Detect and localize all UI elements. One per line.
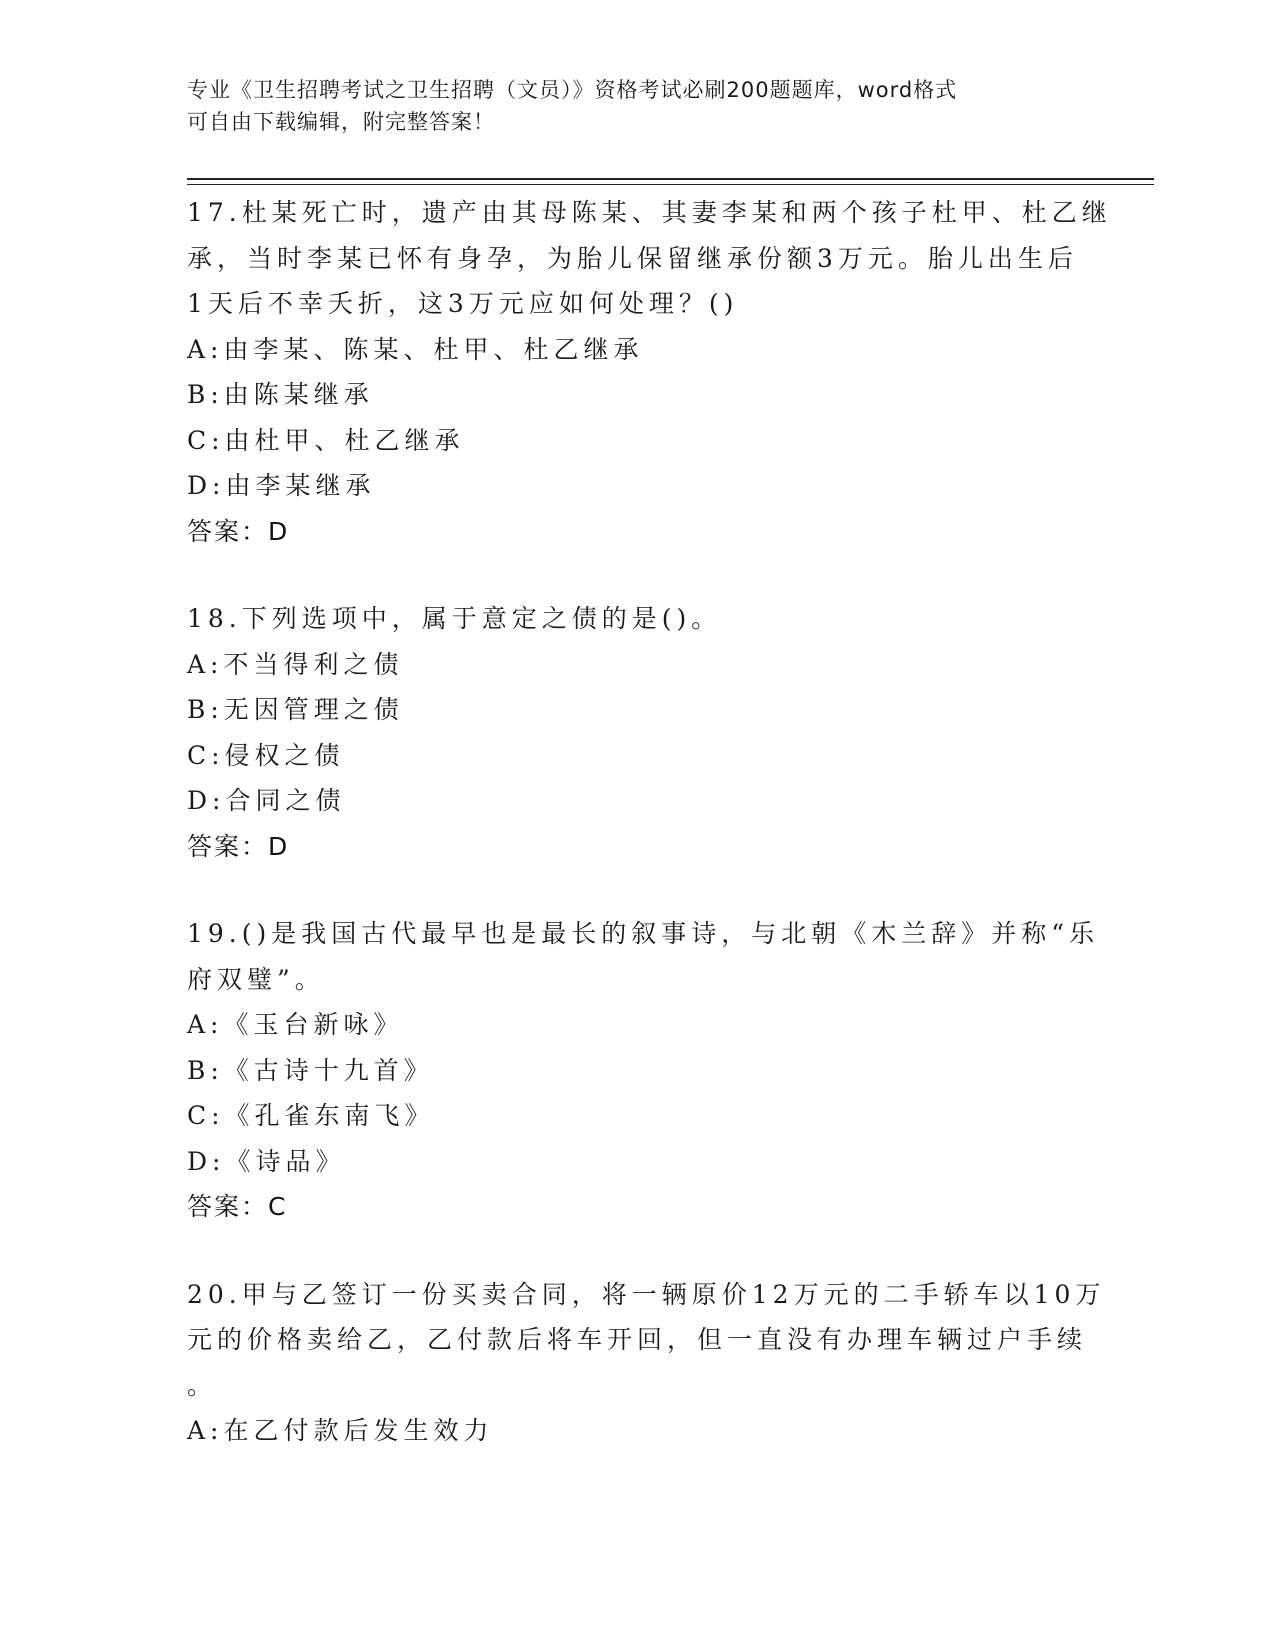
option-c: C:《孔雀东南飞》 xyxy=(187,1101,435,1130)
option-b: B:无因管理之债 xyxy=(187,695,404,724)
question-19 xyxy=(187,911,1100,1230)
option-b: B:由陈某继承 xyxy=(187,380,374,409)
header-rule-thin xyxy=(187,184,1154,185)
option-d: D:合同之债 xyxy=(187,786,346,815)
header-line-1: 专业《卫生招聘考试之卫生招聘（文员）》资格考试必刷200题题库，word格式 xyxy=(187,78,958,102)
question-text-line: 20.甲与乙签订一份买卖合同，将一辆原价12万元的二手轿车以10万 xyxy=(187,1279,1106,1309)
question-text-line: 1天后不幸夭折，这3万元应如何处理？() xyxy=(187,289,739,318)
question-text-line: 19.()是我国古代最早也是最长的叙事诗，与北朝《木兰辞》并称“乐 xyxy=(187,919,1100,948)
answer-line: 答案：D xyxy=(187,516,290,546)
question-18 xyxy=(187,596,1087,869)
question-text-line: 元的价格卖给乙，乙付款后将车开回，但一直没有办理车辆过户手续 xyxy=(187,1325,1088,1354)
header-rule-thick xyxy=(187,178,1154,180)
question-text-line: 承，当时李某已怀有身孕，为胎儿保留继承份额3万元。胎儿出生后 xyxy=(187,243,1078,273)
question-20 xyxy=(187,1272,1106,1454)
question-list xyxy=(187,190,1112,1496)
option-a: A:由李某、陈某、杜甲、杜乙继承 xyxy=(187,334,644,364)
question-text-line: 府双璧”。 xyxy=(187,964,325,994)
question-text-line: 17.杜某死亡时，遗产由其母陈某、其妻李某和两个孩子杜甲、杜乙继 xyxy=(187,198,1112,227)
option-a: A:《玉台新咏》 xyxy=(187,1010,404,1039)
option-d: D:由李某继承 xyxy=(187,471,376,500)
question-17 xyxy=(187,190,1112,554)
option-b: B:《古诗十九首》 xyxy=(187,1055,434,1085)
option-a: A:在乙付款后发生效力 xyxy=(187,1416,494,1445)
answer-line: 答案：D xyxy=(187,831,290,861)
question-text-line: 。 xyxy=(187,1370,218,1400)
option-c: C:由杜甲、杜乙继承 xyxy=(187,425,465,455)
option-c: C:侵权之债 xyxy=(187,740,345,770)
option-a: A:不当得利之债 xyxy=(187,649,404,679)
answer-line: 答案：C xyxy=(187,1192,288,1221)
header-line-2: 可自由下载编辑，附完整答案！ xyxy=(187,110,495,134)
document-header xyxy=(187,74,1087,138)
question-text-line: 18.下列选项中，属于意定之债的是()。 xyxy=(187,604,722,633)
option-d: D:《诗品》 xyxy=(187,1146,346,1176)
